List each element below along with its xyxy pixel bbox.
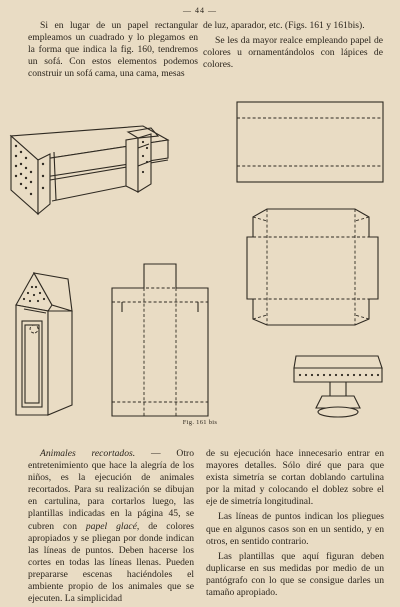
- paragraph: Si en lugar de un papel rectangular empleamos un cuadrado y lo plegamos en la forma que indica la fig. 160, tendremos un sofá. Con estos elementos podemos construir un sofá cama, una cama, mesas: [28, 20, 198, 80]
- text-column-top-right: [203, 20, 383, 71]
- text-column-bottom-right: [206, 448, 384, 599]
- emphasis: papel glacé: [85, 520, 137, 532]
- text-column-top-left: [28, 20, 198, 80]
- paragraph: Las líneas de puntos indican los pliegues que en algunos casos son en un sentido, y en otros, en sentido contrario.: [206, 511, 384, 547]
- cabinet-illustration: [10, 265, 75, 425]
- page-number: — 44 —: [183, 6, 217, 15]
- paragraph: Las plantillas que aquí figuran deben duplicarse en sus medidas por medio de un pantógrafo con lo que se consigue darles un tamaño apropiado.: [206, 550, 384, 599]
- table-top-pattern: [235, 100, 385, 184]
- paragraph: de su ejecución hace innecesario entrar en mayores detalles. Sólo diré que para que exista simetría se cortan doblando cartulina por la mitad y colocando el doblez sobre el eje de simetría longitudinal.: [206, 448, 384, 508]
- sofa-illustration: [8, 128, 183, 218]
- paragraph: Se les da mayor realce empleando papel de colores u ornamentándolos con lápices de colores.: [203, 35, 383, 71]
- table-illustration: [290, 350, 385, 420]
- paragraph-text: — Otro entretenimiento que hace la alegría de los niños, es la ejecución de animales recortados. Para su realización se dibujan en cartulina, para cortarlos luego, las plantillas indicadas en la página 45, se cubren con: [28, 448, 194, 532]
- section-heading: Animales recortados.: [40, 448, 136, 459]
- paragraph-text: , de colores apropiados y se pliegan por donde indican las líneas de puntos. Deben hacerse los cortes en todas las líneas llenas. Pueden prepararse escenas haciéndoles el ambiente propio de los animales que se ejecuten. La simplicidad: [28, 520, 194, 605]
- figure-caption: Fig. 161 bis: [182, 419, 218, 426]
- paragraph: [28, 448, 194, 605]
- paragraph: de luz, aparador, etc. (Figs. 161 y 161bis).: [203, 20, 365, 31]
- box-pattern: [245, 207, 380, 327]
- cabinet-pattern: [110, 262, 210, 418]
- text-column-bottom-left: [28, 448, 194, 605]
